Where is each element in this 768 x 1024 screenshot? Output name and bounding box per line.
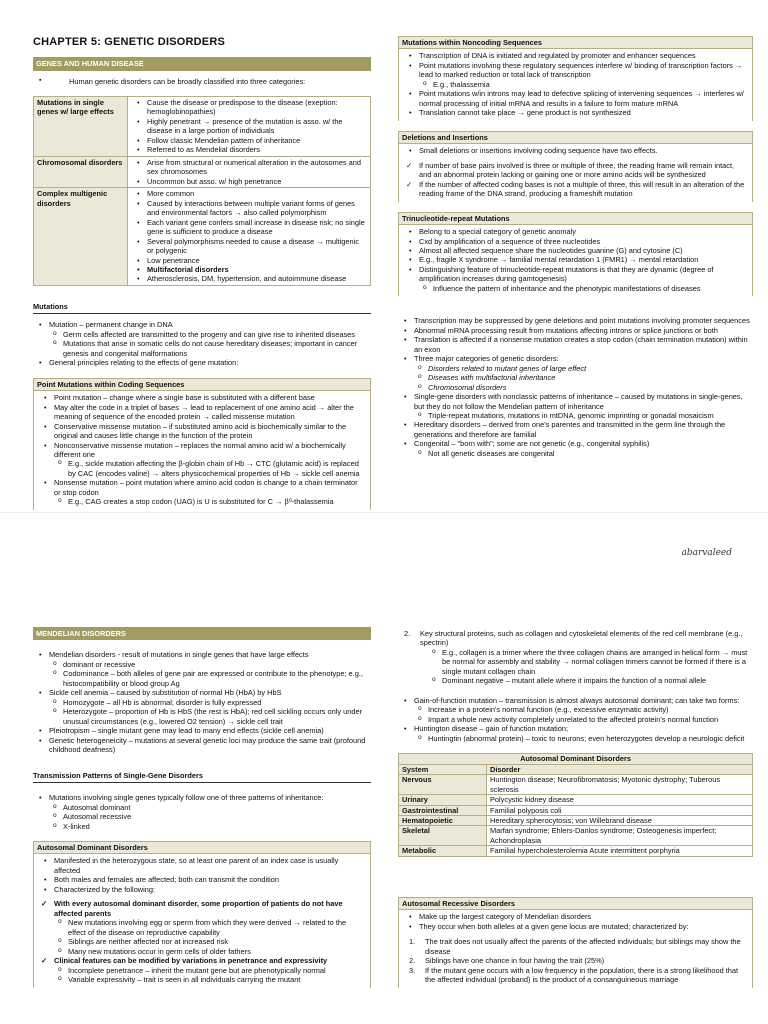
row-content (128, 97, 371, 157)
list-item: • Mutation – permanent change in DNA (33, 320, 371, 329)
disorder-cell: Familial polyposis coli (487, 805, 753, 815)
system-cell: Metabolic (399, 846, 487, 856)
gain-of-function-list (398, 696, 753, 743)
list-item: • Each variant gene confers small increase in disease risk; no single gene is sufficient to produce a disease (131, 218, 367, 237)
top-right-column (398, 36, 753, 458)
list-item: • Cxd by amplification of a sequence of three nucleotides (403, 237, 748, 246)
list-item: o Triple-repeat mutations, mutations in mtDNA, genomic imprinting or gonadal mosaicism (398, 411, 753, 420)
list-item: o Impart a whole new activity completely unrelated to the affected protein's normal function (398, 715, 753, 724)
list-item: • Single-gene disorders with nonclassic patterns of inheritance – caused by mutations in single-genes, but they do not follow the Mendelian pattern of inheritance (398, 392, 753, 411)
list-item: o Influence the pattern of inheritance and the phenotypic manifestations of diseases (403, 284, 748, 293)
disorder-cell: Hereditary spherocytosis; von Willebrand disease (487, 815, 753, 825)
list-item: • Mutations involving single genes typically follow one of three patterns of inheritance: (33, 793, 371, 802)
table-header-row (399, 764, 753, 774)
list-item: 3. If the mutant gene occurs with a low frequency in the population, there is a strong likelihood that the affected individual (proband) is the product of a consanguineous marriage (409, 965, 739, 985)
list-item: • Uncommon but asso. w/ high penetrance (131, 177, 367, 186)
list-item: o Dominant negative – mutant allele where it impairs the function of a normal allele (398, 676, 753, 685)
system-cell: Urinary (399, 795, 487, 805)
column-header: System (399, 764, 487, 774)
top-left-column (33, 0, 371, 510)
mutations-header: Mutations (33, 302, 371, 314)
list-item: • Characterized by the following: (38, 885, 366, 894)
list-item: • Gain-of-function mutation – transmission is almost always autosomal dominant; can take two forms: (398, 696, 753, 705)
deletions-header: Deletions and Insertions (398, 131, 753, 144)
list-item: • Translation cannot take place → gene product is not synthesized (403, 108, 748, 117)
list-item: • Pleiotropism – single mutant gene may lead to many end effects (sickle cell anemia) (33, 726, 371, 735)
list-item: • Follow classic Mendelian pattern of inheritance (131, 136, 367, 145)
list-item: o Many new mutations occur in germ cells of older fathers (38, 947, 366, 956)
system-cell: Gastrointestinal (399, 805, 487, 815)
list-item: • Distinguishing feature of trinucleotide-repeat mutations is that they are dynamic (degree of amplification increases during gamtogenesis) (403, 265, 748, 284)
point-mutations-box (33, 391, 371, 510)
list-item: • They occur when both alleles at a given gene locus are mutated; characterized by: (403, 922, 748, 931)
handwritten-signature: abarvaleed (681, 548, 732, 558)
list-item: • Transcription of DNA is initiated and regulated by promoter and enhancer sequences (403, 51, 748, 60)
system-cell: Nervous (399, 775, 487, 795)
list-item: o dominant or recessive (33, 660, 371, 669)
noncoding-box (398, 49, 753, 120)
list-item: ✓ If the number of affected coding bases is not a multiple of three, this will result in an alteration of the reading frame of the DNA strand, producing a frameshift mutation (403, 180, 748, 199)
list-item: ✓ If number of base pairs involved is three or multiple of three, the reading frame will remain intact, and an abnormal protein lacking or gaining one or more amino acids will be synthesized (403, 161, 748, 180)
table-title-row (399, 754, 753, 764)
list-item: • Highly penetrant → presence of the mutation is asso. w/ the disease in a large portion of individuals (131, 117, 367, 136)
genes-header: GENES AND HUMAN DISEASE (33, 57, 371, 70)
list-item: • Mendelian disorders - result of mutations in single genes that have large effects (33, 650, 371, 659)
table-row (399, 775, 753, 795)
list-item: ✓ With every autosomal dominant disorder, some proportion of patients do not have affected parents (38, 899, 366, 918)
list-item: • Three major categories of genetic disorders: (398, 354, 753, 363)
list-item: • Sickle cell anemia – caused by substitution of normal Hb (HbA) by HbS (33, 688, 371, 697)
list-item: • Almost all affected sequence share the nucleotides guanine (G) and cytosine (C) (403, 246, 748, 255)
list-item: o X-linked (33, 822, 371, 831)
list-item: o E.g., sickle mutation affecting the β-globin chain of Hb → CTC (glutamic acid) is replaced by CAC (encodes valine) → alters physicochemical properties of Hb → sickle cell anemia (38, 459, 366, 478)
table-row (34, 156, 371, 187)
list-item: o Heterozygote – proportion of Hb is HbS (the rest is HbA); red cell sickling occurs only under unusual circumstances (e.g., lowered O2 tension) → sickle cell trait (33, 707, 371, 726)
ad-box (33, 854, 371, 987)
table-row (399, 805, 753, 815)
list-item: • Several polymorphisms needed to cause a disease → multigenic or polygenic (131, 237, 367, 256)
list-item: • Transcription may be suppressed by gene deletions and point mutations involving promoter sequences (398, 316, 753, 325)
list-item: • Caused by interactions between multiple variant forms of genes and environmental factors → also called polymorphism (131, 199, 367, 218)
disorder-cell: Polycystic kidney disease (487, 795, 753, 805)
list-item: • Point mutations w/in introns may lead to defective splicing of intervening sequences → interferes w/ normal processing of initial mRNA and results in a failure to form mature mRNA (403, 89, 748, 108)
bottom-right-column (398, 629, 753, 988)
list-item: o Codominance – both alleles of gene pair are expressed or contribute to the phenotype; e.g., histocompatibility or blood group Ag (33, 669, 371, 688)
list-item: • Atherosclerosis, DM, hypertension, and autoimmune disease (131, 274, 367, 283)
list-item: 2. Key structural proteins, such as collagen and cytoskeletal elements of the red cell membrane (e.g., spectrin) (404, 629, 743, 648)
list-item: o New mutations involving egg or sperm from which they were derived → related to the effect of the disease on reproductive capability (38, 918, 366, 937)
transmission-header: Transmission Patterns of Single-Gene Disorders (33, 771, 371, 783)
list-item: • Nonconservative missense mutation – replaces the normal amino acid w/ a biochemically different one (38, 441, 366, 460)
list-item: • Point mutations involving these regulatory sequences interfere w/ binding of transcription factors → lead to marked reduction or total lack of transcription (403, 61, 748, 80)
point-mutations-header: Point Mutations within Coding Sequences (33, 378, 371, 391)
mutations-list (33, 320, 371, 367)
ad-header: Autosomal Dominant Disorders (33, 841, 371, 854)
list-item: • Multifactorial disorders (131, 265, 367, 274)
list-item: o Autosomal dominant (33, 803, 371, 812)
list-item: • E.g., fragile X syndrome → familial mental retardation 1 (FMR1) → mental retardation (403, 255, 748, 264)
deletions-box (398, 144, 753, 201)
list-item: • General principles relating to the effects of gene mutation: (33, 358, 371, 367)
list-item: o Chromosomal disorders (398, 383, 753, 392)
list-item: o Germ cells affected are transmitted to the progeny and can give rise to inherited diseases (33, 330, 371, 339)
row-label: Chromosomal disorders (34, 156, 128, 187)
list-item: • Belong to a special category of genetic anomaly (403, 227, 748, 236)
table-title: Autosomal Dominant Disorders (399, 754, 753, 764)
noncoding-header: Mutations within Noncoding Sequences (398, 36, 753, 49)
table-row (399, 846, 753, 856)
classification-table (33, 96, 371, 286)
list-item: o E.g., CAG creates a stop codon (UAG) is U is substituted for C → β⁰-thalassemia (38, 497, 366, 506)
list-item: • Genetic heterogeneicity – mutations at several genetic loci may produce the same trait (profound childhood deafness) (33, 736, 371, 755)
list-item: o Incomplete penetrance – inherit the mutant gene but are phenotypically normal (38, 966, 366, 975)
list-item: • Arise from structural or numerical alteration in the autosomes and sex chromosomes (131, 158, 367, 177)
list-item: o Diseases with multifactorial inheritance (398, 373, 753, 382)
list-item: • Make up the largest category of Mendelian disorders (403, 912, 748, 921)
trinucleotide-box (398, 225, 753, 296)
disorder-cell: Marfan syndrome; Ehlers-Danlos syndrome; Osteogenesis imperfect; Achondroplasia (487, 826, 753, 846)
list-item: • Both males and females are affected; both can transmit the condition (38, 875, 366, 884)
table-row (34, 97, 371, 157)
list-item: o Siblings are neither affected nor at increased risk (38, 937, 366, 946)
column-header: Disorder (487, 764, 753, 774)
genes-intro-list (33, 77, 371, 86)
bottom-left-column (33, 627, 371, 988)
list-item: • More common (131, 189, 367, 198)
list-item: o Huntingtin (abnormal protein) – toxic to neurons; even heterozygotes develop a neurologic deficit (398, 734, 753, 743)
list-item: o Disorders related to mutant genes of large effect (398, 364, 753, 373)
mendelian-list (33, 650, 371, 754)
list-item: • Nonsense mutation – point mutation where amino acid codon is change to a chain terminator or stop codon (38, 478, 366, 497)
list-item: o E.g., collagen is a trimer where the three collagen chains are arranged in helical form → must be normal for assembly and stability → normal collagen trimers cannot be formed if there is a single mutant collagen chain (398, 648, 753, 676)
bottom-page (0, 512, 768, 1024)
list-item: o Not all genetic diseases are congenital (398, 449, 753, 458)
disorder-cell: Familial hypercholesterolemia Acute intermittent porphyria (487, 846, 753, 856)
chapter-title: CHAPTER 5: GENETIC DISORDERS (33, 36, 226, 48)
trinucleotide-header: Trinucleotide-repeat Mutations (398, 212, 753, 225)
row-content (128, 156, 371, 187)
list-item: 1. The trait does not usually affect the parents of the affected individuals; but siblings may show the disease (409, 937, 741, 956)
list-item: o Autosomal recessive (33, 812, 371, 821)
table-row (399, 815, 753, 825)
list-item: • Manifested in the heterozygous state, so at least one parent of an index case is usually affected (38, 856, 366, 875)
table-row (399, 826, 753, 846)
list-item: • Conservative missense mutation – if substituted amino acid is biochemically similar to the original and causes little change in the function of the protein (38, 422, 366, 441)
mendelian-header: MENDELIAN DISORDERS (33, 627, 371, 640)
row-label: Mutations in single genes w/ large effects (34, 97, 128, 157)
list-item: • Cause the disease or predispose to the disease (exeption: hemoglobinopathies) (131, 98, 367, 117)
row-label: Complex multigenic disorders (34, 188, 128, 286)
continued-list (398, 629, 753, 686)
genes-intro: ▪ Human genetic disorders can be broadly classified into three categories: (33, 77, 371, 86)
system-cell: Skeletal (399, 826, 487, 846)
list-item: • Congenital – "born with"; some are not genetic (e.g., congenital syphilis) (398, 439, 753, 448)
list-item: o Homozygote – all Hb is abnormal; disorder is fully expressed (33, 698, 371, 707)
list-item: o Increase in a protein's normal function (e.g., excessive enzymatic activity) (398, 705, 753, 714)
list-item: • Huntington disease – gain of function mutation; (398, 724, 753, 733)
table-row (34, 188, 371, 286)
list-item: • Small deletions or insertions involving coding sequence have two effects. (403, 146, 748, 155)
ad-disorders-table (398, 753, 753, 857)
list-item: • Translation is affected if a nonsense mutation creates a stop codon (chain termination mutation) within an exon (398, 335, 753, 354)
table-row (399, 795, 753, 805)
list-item: o Mutations that arise in somatic cells do not cause hereditary diseases; important in cancer genesis and congenital malformations (33, 339, 371, 358)
system-cell: Hematopoietic (399, 815, 487, 825)
ar-box (398, 910, 753, 987)
list-item: o E.g., thalassemia (403, 80, 748, 89)
row-content (128, 188, 371, 286)
list-item: 2. Siblings have one chance in four having the trait (25%) (409, 956, 605, 966)
list-item: ✓ Clinical features can be modified by variations in penetrance and expressivity (38, 956, 366, 965)
transmission-list (33, 793, 371, 831)
list-item: • May alter the code in a triplet of bases → lead to replacement of one amino acid → alter the meaning of sequence of the encoded protein → called missense mutation (38, 403, 366, 422)
list-item: • Point mutation – change where a single base is substituted with a different base (38, 393, 366, 402)
list-item: • Referred to as Mendelial disorders (131, 145, 367, 154)
list-item: • Low penetrance (131, 256, 367, 265)
summary-list (398, 316, 753, 458)
list-item: • Hereditary disorders – derived from one's parentes and transmitted in the germ line through the generations and therefore are familial (398, 420, 753, 439)
list-item: • Abnormal mRNA processing result from mutations affecting introns or splice junctions or both (398, 326, 753, 335)
list-item: o Variable expressivity – trait is seen in all individuals carrying the mutant (38, 975, 366, 984)
disorder-cell: Huntington disease; Neurofibromatosis; Myotonic dystrophy; Tuberous sclerosis (487, 775, 753, 795)
ar-header: Autosomal Recessive Disorders (398, 897, 753, 910)
